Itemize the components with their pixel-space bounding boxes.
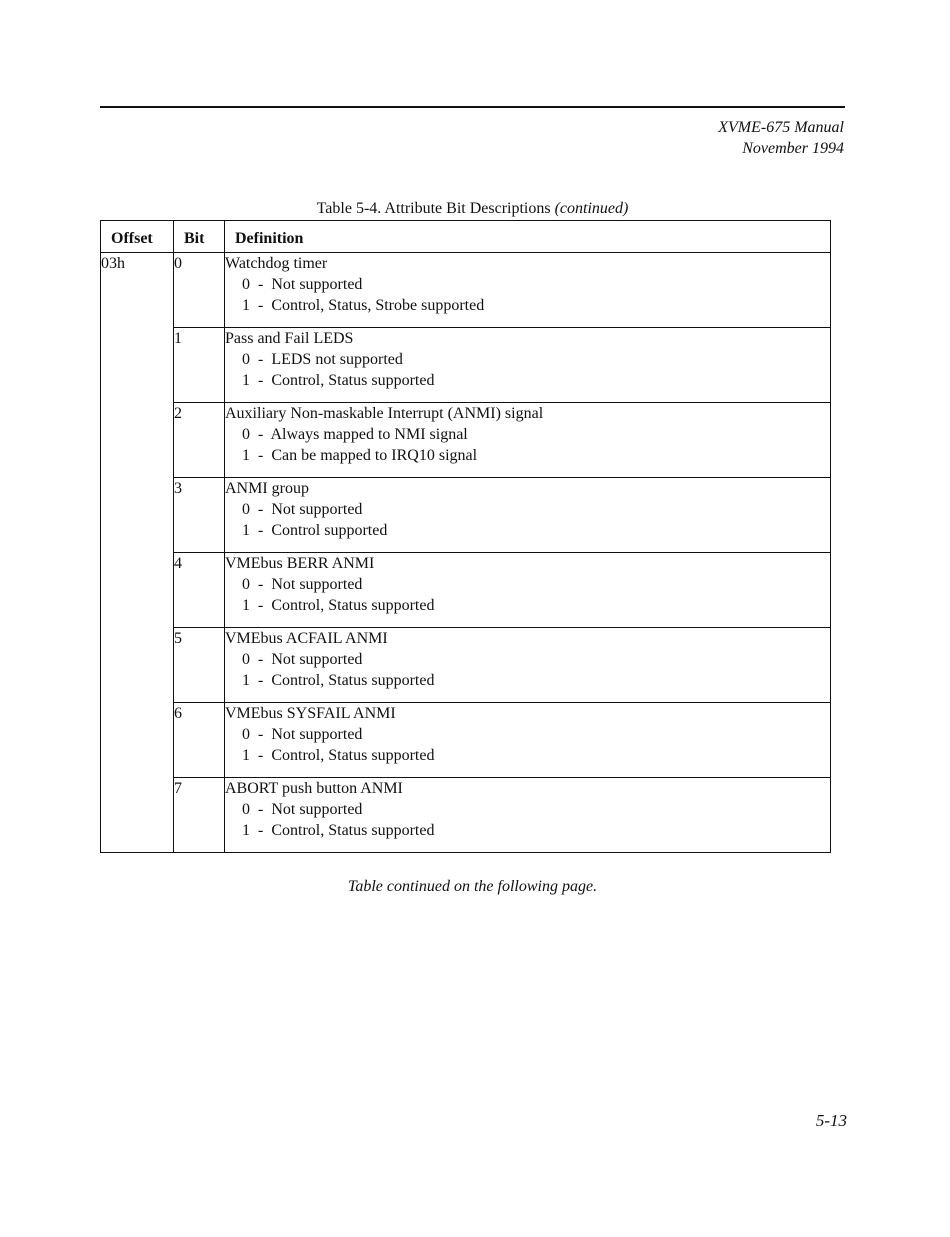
table-row [101,628,831,703]
caption-continued: (continued) [554,200,629,217]
definition-title: VMEbus SYSFAIL ANMI [225,705,396,722]
bit-cell: 2 [174,403,225,478]
option-0: 0 - Not supported [242,576,363,593]
option-1: 1 - Control, Status supported [242,597,435,614]
definition-cell [225,328,831,403]
bit-cell: 0 [174,253,225,328]
manual-title: XVME-675 Manual [718,119,844,136]
definition-title: Pass and Fail LEDS [225,330,354,347]
table-row [101,703,831,778]
option-0: 0 - LEDS not supported [242,351,403,368]
offset-cell: 03h [101,253,174,853]
bit-cell: 3 [174,478,225,553]
definition-cell [225,253,831,328]
caption-main: Table 5-4. Attribute Bit Descriptions [316,200,555,217]
header-bit: Bit [174,221,225,253]
header-rule [100,106,845,108]
option-1: 1 - Control, Status supported [242,822,435,839]
bit-cell: 4 [174,553,225,628]
definition-cell [225,478,831,553]
table-row [101,553,831,628]
header-definition: Definition [225,221,831,253]
definition-cell [225,403,831,478]
option-1: 1 - Control, Status supported [242,672,435,689]
definition-title: VMEbus BERR ANMI [225,555,375,572]
option-0: 0 - Not supported [242,801,363,818]
table-continued-note: Table continued on the following page. [347,878,598,895]
definition-cell [225,628,831,703]
table-header-row [101,221,831,253]
page-header [718,117,844,159]
option-0: 0 - Not supported [242,501,363,518]
table-row [101,328,831,403]
table-row [101,253,831,328]
definition-title: VMEbus ACFAIL ANMI [225,630,388,647]
definition-title: ABORT push button ANMI [225,780,403,797]
option-0: 0 - Not supported [242,276,363,293]
option-1: 1 - Control, Status supported [242,747,435,764]
definition-title: ANMI group [225,480,309,497]
table-caption [100,199,845,219]
bit-cell: 7 [174,778,225,853]
option-0: 0 - Always mapped to NMI signal [242,426,468,443]
option-1: 1 - Can be mapped to IRQ10 signal [242,447,478,464]
table-row [101,478,831,553]
bit-cell: 5 [174,628,225,703]
table-row [101,403,831,478]
attribute-bit-table [100,220,831,853]
option-0: 0 - Not supported [242,651,363,668]
definition-title: Watchdog timer [225,255,328,272]
definition-title: Auxiliary Non-maskable Interrupt (ANMI) signal [225,405,544,422]
definition-cell [225,703,831,778]
option-1: 1 - Control, Status supported [242,372,435,389]
definition-cell [225,553,831,628]
option-1: 1 - Control supported [242,522,388,539]
table-row [101,778,831,853]
definition-cell [225,778,831,853]
bit-cell: 6 [174,703,225,778]
option-0: 0 - Not supported [242,726,363,743]
option-1: 1 - Control, Status, Strobe supported [242,297,485,314]
header-offset: Offset [101,221,174,253]
page-number: 5-13 [815,1111,847,1130]
manual-date: November 1994 [742,140,844,157]
bit-cell: 1 [174,328,225,403]
